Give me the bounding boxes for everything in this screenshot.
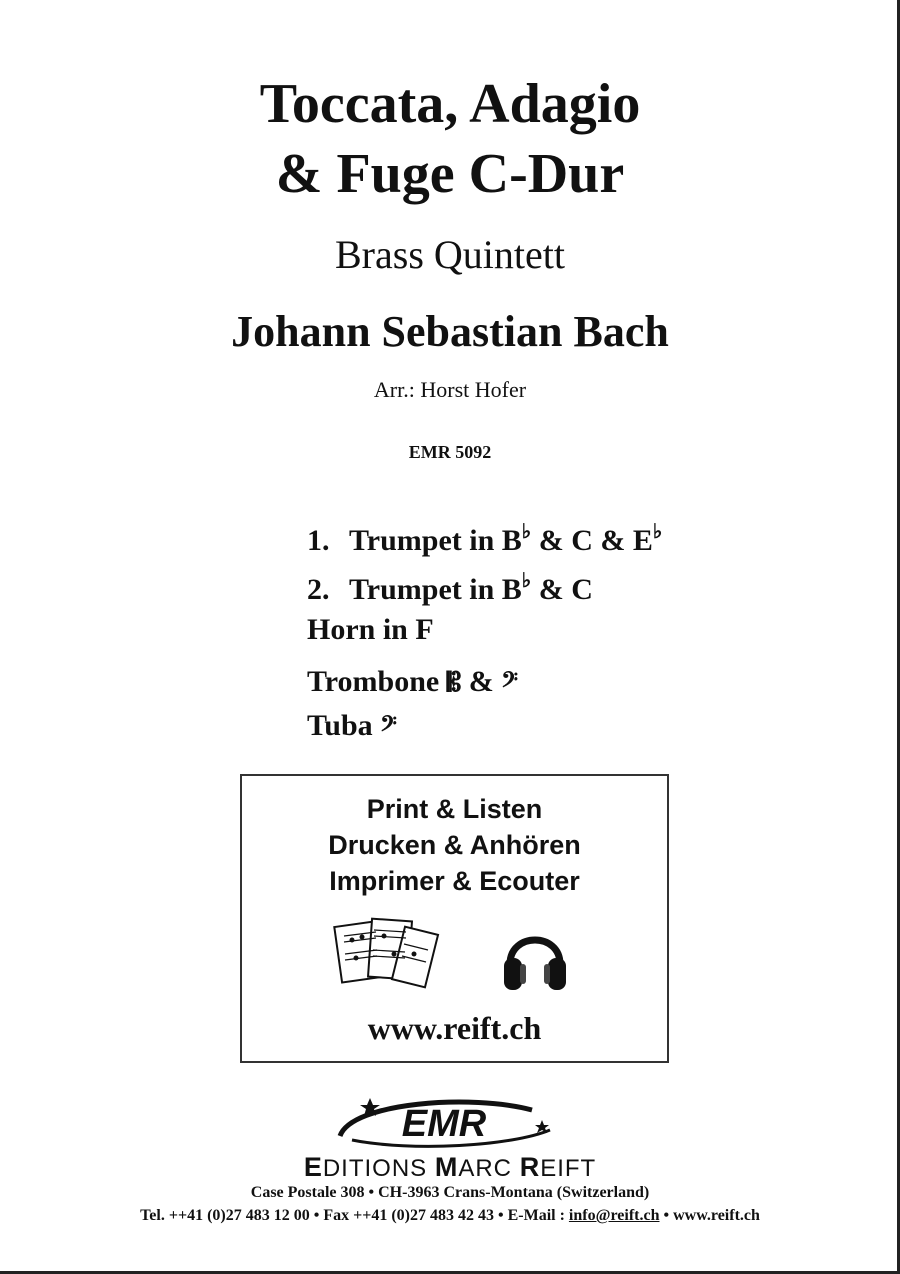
part-label-cont: & C & E bbox=[531, 524, 653, 557]
part-label: Horn in F bbox=[307, 613, 434, 646]
title-line-1: Toccata, Adagio bbox=[259, 73, 641, 135]
contact-phone-fax: Tel. ++41 (0)27 483 12 00 • Fax ++41 (0)27 483 42 43 • E-Mail : bbox=[140, 1207, 569, 1224]
part-trumpet-2 bbox=[307, 561, 593, 610]
publisher-name-part: EIFT bbox=[540, 1155, 597, 1182]
part-tuba bbox=[307, 706, 397, 747]
logo-text: EMR bbox=[401, 1103, 487, 1145]
flat-sign: ♭ bbox=[521, 570, 532, 592]
publisher-name-part: ARC bbox=[458, 1155, 520, 1182]
promo-line-fr: Imprimer & Ecouter bbox=[329, 866, 580, 896]
part-label: Tuba bbox=[307, 709, 381, 742]
part-number: 2. bbox=[307, 573, 330, 606]
title-line-2: & Fuge C-Dur bbox=[275, 143, 625, 205]
website-url[interactable]: www.reift.ch bbox=[367, 1010, 542, 1046]
bass-clef-icon: 𝄢 bbox=[501, 668, 518, 697]
print-listen-box bbox=[240, 774, 669, 1063]
flat-sign: ♭ bbox=[521, 521, 532, 543]
flat-sign: ♭ bbox=[652, 521, 663, 543]
promo-line-en: Print & Listen bbox=[366, 794, 543, 824]
publisher-name bbox=[0, 1152, 900, 1184]
composer: Johann Sebastian Bach bbox=[231, 307, 669, 356]
part-label: Trombone bbox=[307, 665, 447, 698]
publisher-address: Case Postale 308 • CH-3963 Crans-Montana (Switzerland) bbox=[250, 1184, 650, 1201]
publisher-name-initial: R bbox=[519, 1152, 541, 1182]
catalog-number: EMR 5092 bbox=[408, 442, 492, 462]
part-horn bbox=[307, 610, 434, 650]
promo-line-de: Drucken & Anhören bbox=[328, 830, 581, 860]
part-label: Trumpet in B bbox=[349, 573, 522, 606]
part-label: Trumpet in B bbox=[349, 524, 522, 557]
email-link[interactable]: info@reift.ch bbox=[568, 1207, 660, 1224]
arranger: Arr.: Horst Hofer bbox=[373, 377, 527, 402]
tenor-clef-icon: 𝄡 bbox=[446, 668, 462, 697]
publisher-contact bbox=[0, 1205, 900, 1227]
headphones-icon bbox=[500, 918, 570, 994]
part-label-cont: & C bbox=[531, 573, 593, 606]
part-label-cont: & bbox=[461, 665, 502, 698]
publisher-name-initial: M bbox=[434, 1152, 459, 1182]
contact-web: • www.reift.ch bbox=[659, 1207, 760, 1224]
publisher-name-part: DITIONS bbox=[322, 1155, 435, 1182]
subtitle: Brass Quintett bbox=[335, 232, 565, 277]
sheet-music-icon bbox=[332, 916, 442, 996]
part-trumpet-1 bbox=[307, 512, 662, 561]
emr-logo bbox=[322, 1090, 562, 1152]
bass-clef-icon: 𝄢 bbox=[380, 712, 397, 741]
part-number: 1. bbox=[307, 524, 330, 557]
publisher-name-initial: E bbox=[303, 1152, 323, 1182]
part-trombone bbox=[307, 662, 518, 703]
